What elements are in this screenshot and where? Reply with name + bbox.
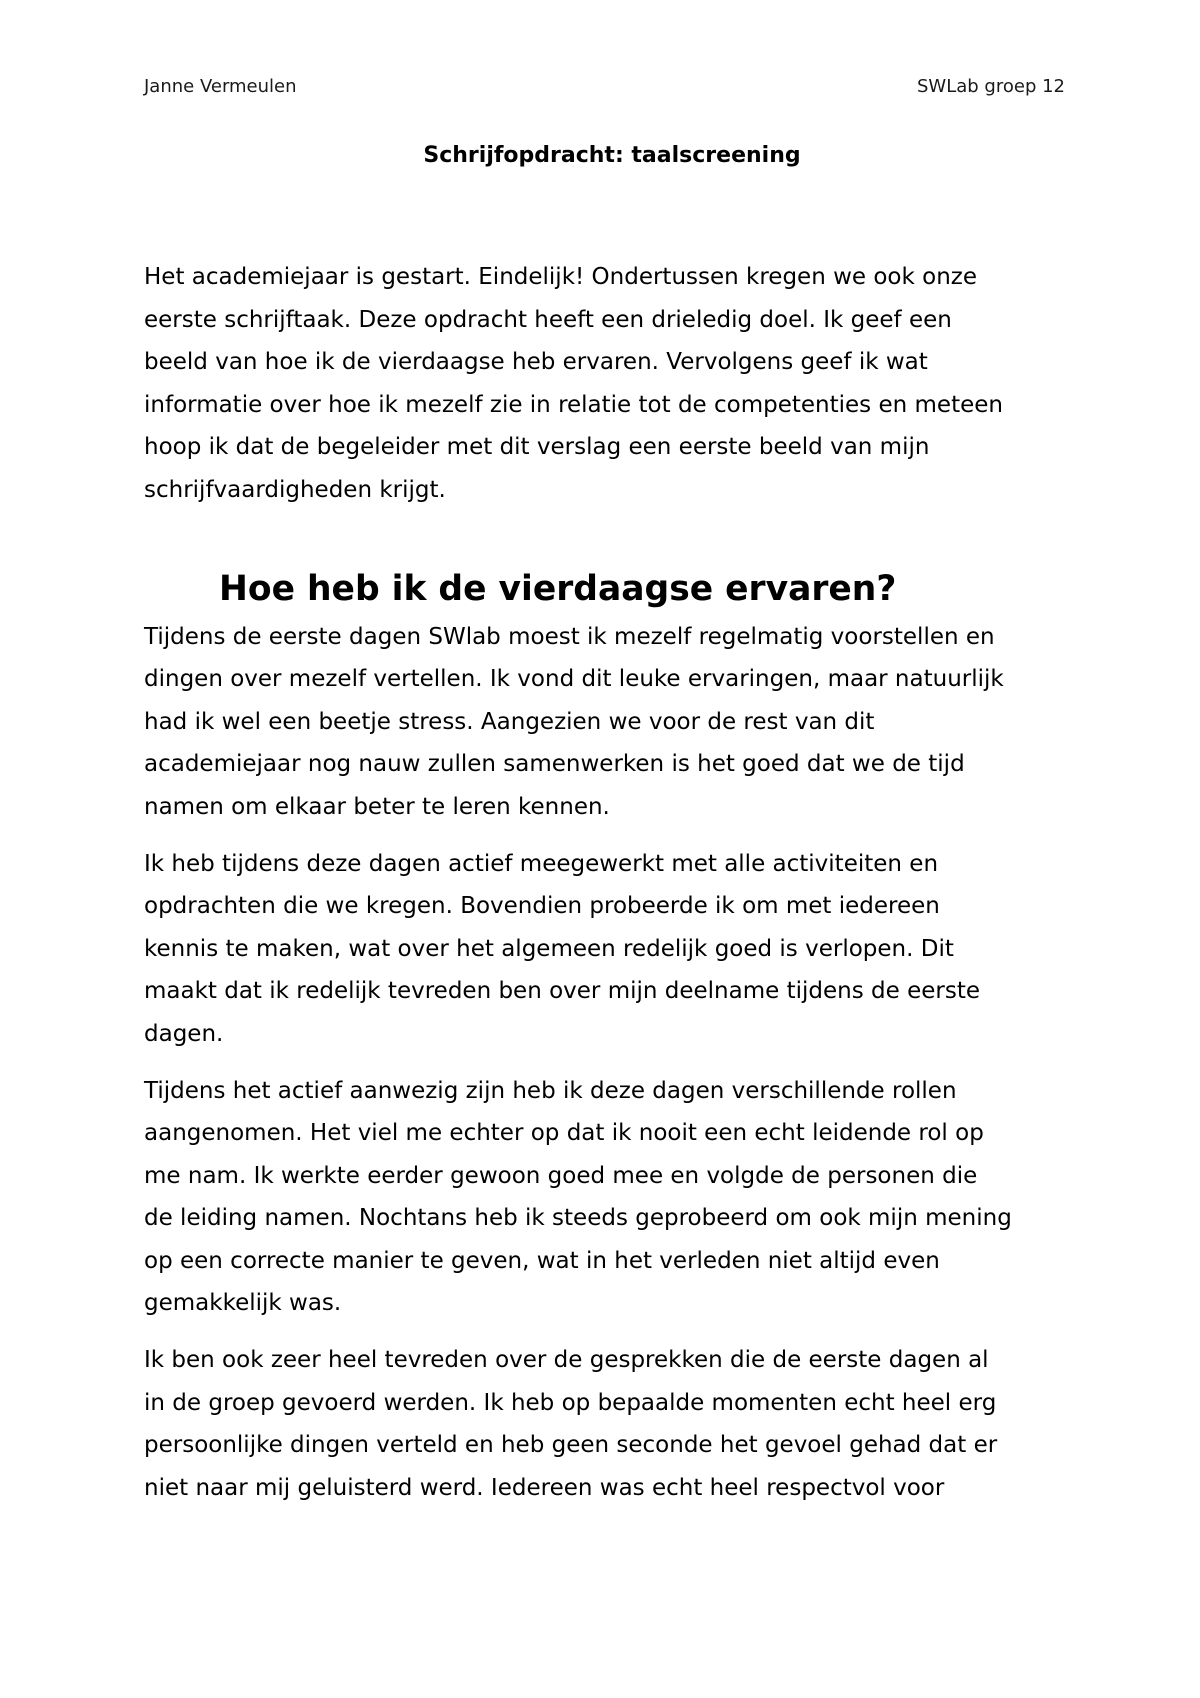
text-line: maakt dat ik redelijk tevreden ben over mijn deelname tijdens de eerste xyxy=(144,978,980,1005)
text-line: eerste schrijftaak. Deze opdracht heeft een drieledig doel. Ik geef een xyxy=(144,306,952,333)
text-line: aangenomen. Het viel me echter op dat ik nooit een echt leidende rol op xyxy=(144,1120,984,1147)
text-line: kennis te maken, wat over het algemeen redelijk goed is verlopen. Dit xyxy=(144,935,954,962)
text-line: op een correcte manier te geven, wat in het verleden niet altijd even xyxy=(144,1247,940,1274)
header-author: Janne Vermeulen xyxy=(144,76,297,97)
text-line: dagen. xyxy=(144,1020,224,1047)
document-title: Schrijfopdracht: taalscreening xyxy=(423,143,801,168)
text-line: de leiding namen. Nochtans heb ik steeds geprobeerd om ook mijn mening xyxy=(144,1205,1012,1232)
paragraph-3 xyxy=(144,1070,1074,1326)
text-line: persoonlijke dingen verteld en heb geen seconde het gevoel gehad dat er xyxy=(144,1432,998,1459)
text-line: beeld van hoe ik de vierdaagse heb ervaren. Vervolgens geef ik wat xyxy=(144,349,928,376)
text-line: Ik ben ook zeer heel tevreden over de gesprekken die de eerste dagen al xyxy=(144,1347,989,1374)
paragraph-2 xyxy=(144,843,1074,1056)
text-line: academiejaar nog nauw zullen samenwerken is het goed dat we de tijd xyxy=(144,751,965,778)
text-line: me nam. Ik werkte eerder gewoon goed mee en volgde de personen die xyxy=(144,1162,978,1189)
text-line: had ik wel een beetje stress. Aangezien we voor de rest van dit xyxy=(144,708,875,735)
text-line: namen om elkaar beter te leren kennen. xyxy=(144,793,610,820)
header-group: SWLab groep 12 xyxy=(917,76,1065,97)
paragraph-1 xyxy=(144,616,1074,829)
section-heading: Hoe heb ik de vierdaagse ervaren? xyxy=(219,568,897,609)
text-line: dingen over mezelf vertellen. Ik vond dit leuke ervaringen, maar natuurlijk xyxy=(144,666,1004,693)
intro-paragraph xyxy=(144,256,1074,512)
text-line: Het academiejaar is gestart. Eindelijk! Ondertussen kregen we ook onze xyxy=(144,264,978,290)
text-line: Ik heb tijdens deze dagen actief meegewerkt met alle activiteiten en xyxy=(144,850,939,877)
paragraph-4 xyxy=(144,1339,1074,1509)
text-line: hoop ik dat de begeleider met dit verslag een eerste beeld van mijn xyxy=(144,434,930,461)
text-line: Tijdens de eerste dagen SWlab moest ik mezelf regelmatig voorstellen en xyxy=(144,623,995,650)
text-line: gemakkelijk was. xyxy=(144,1290,342,1317)
text-line: Tijdens het actief aanwezig zijn heb ik deze dagen verschillende rollen xyxy=(144,1077,957,1104)
document-body xyxy=(144,256,1074,1509)
text-line: niet naar mij geluisterd werd. Iedereen was echt heel respectvol voor xyxy=(144,1474,945,1501)
text-line: informatie over hoe ik mezelf zie in relatie tot de competenties en meteen xyxy=(144,391,1003,418)
text-line: opdrachten die we kregen. Bovendien probeerde ik om met iedereen xyxy=(144,893,940,920)
text-line: schrijfvaardigheden krijgt. xyxy=(144,476,446,503)
text-line: in de groep gevoerd werden. Ik heb op bepaalde momenten echt heel erg xyxy=(144,1389,997,1416)
